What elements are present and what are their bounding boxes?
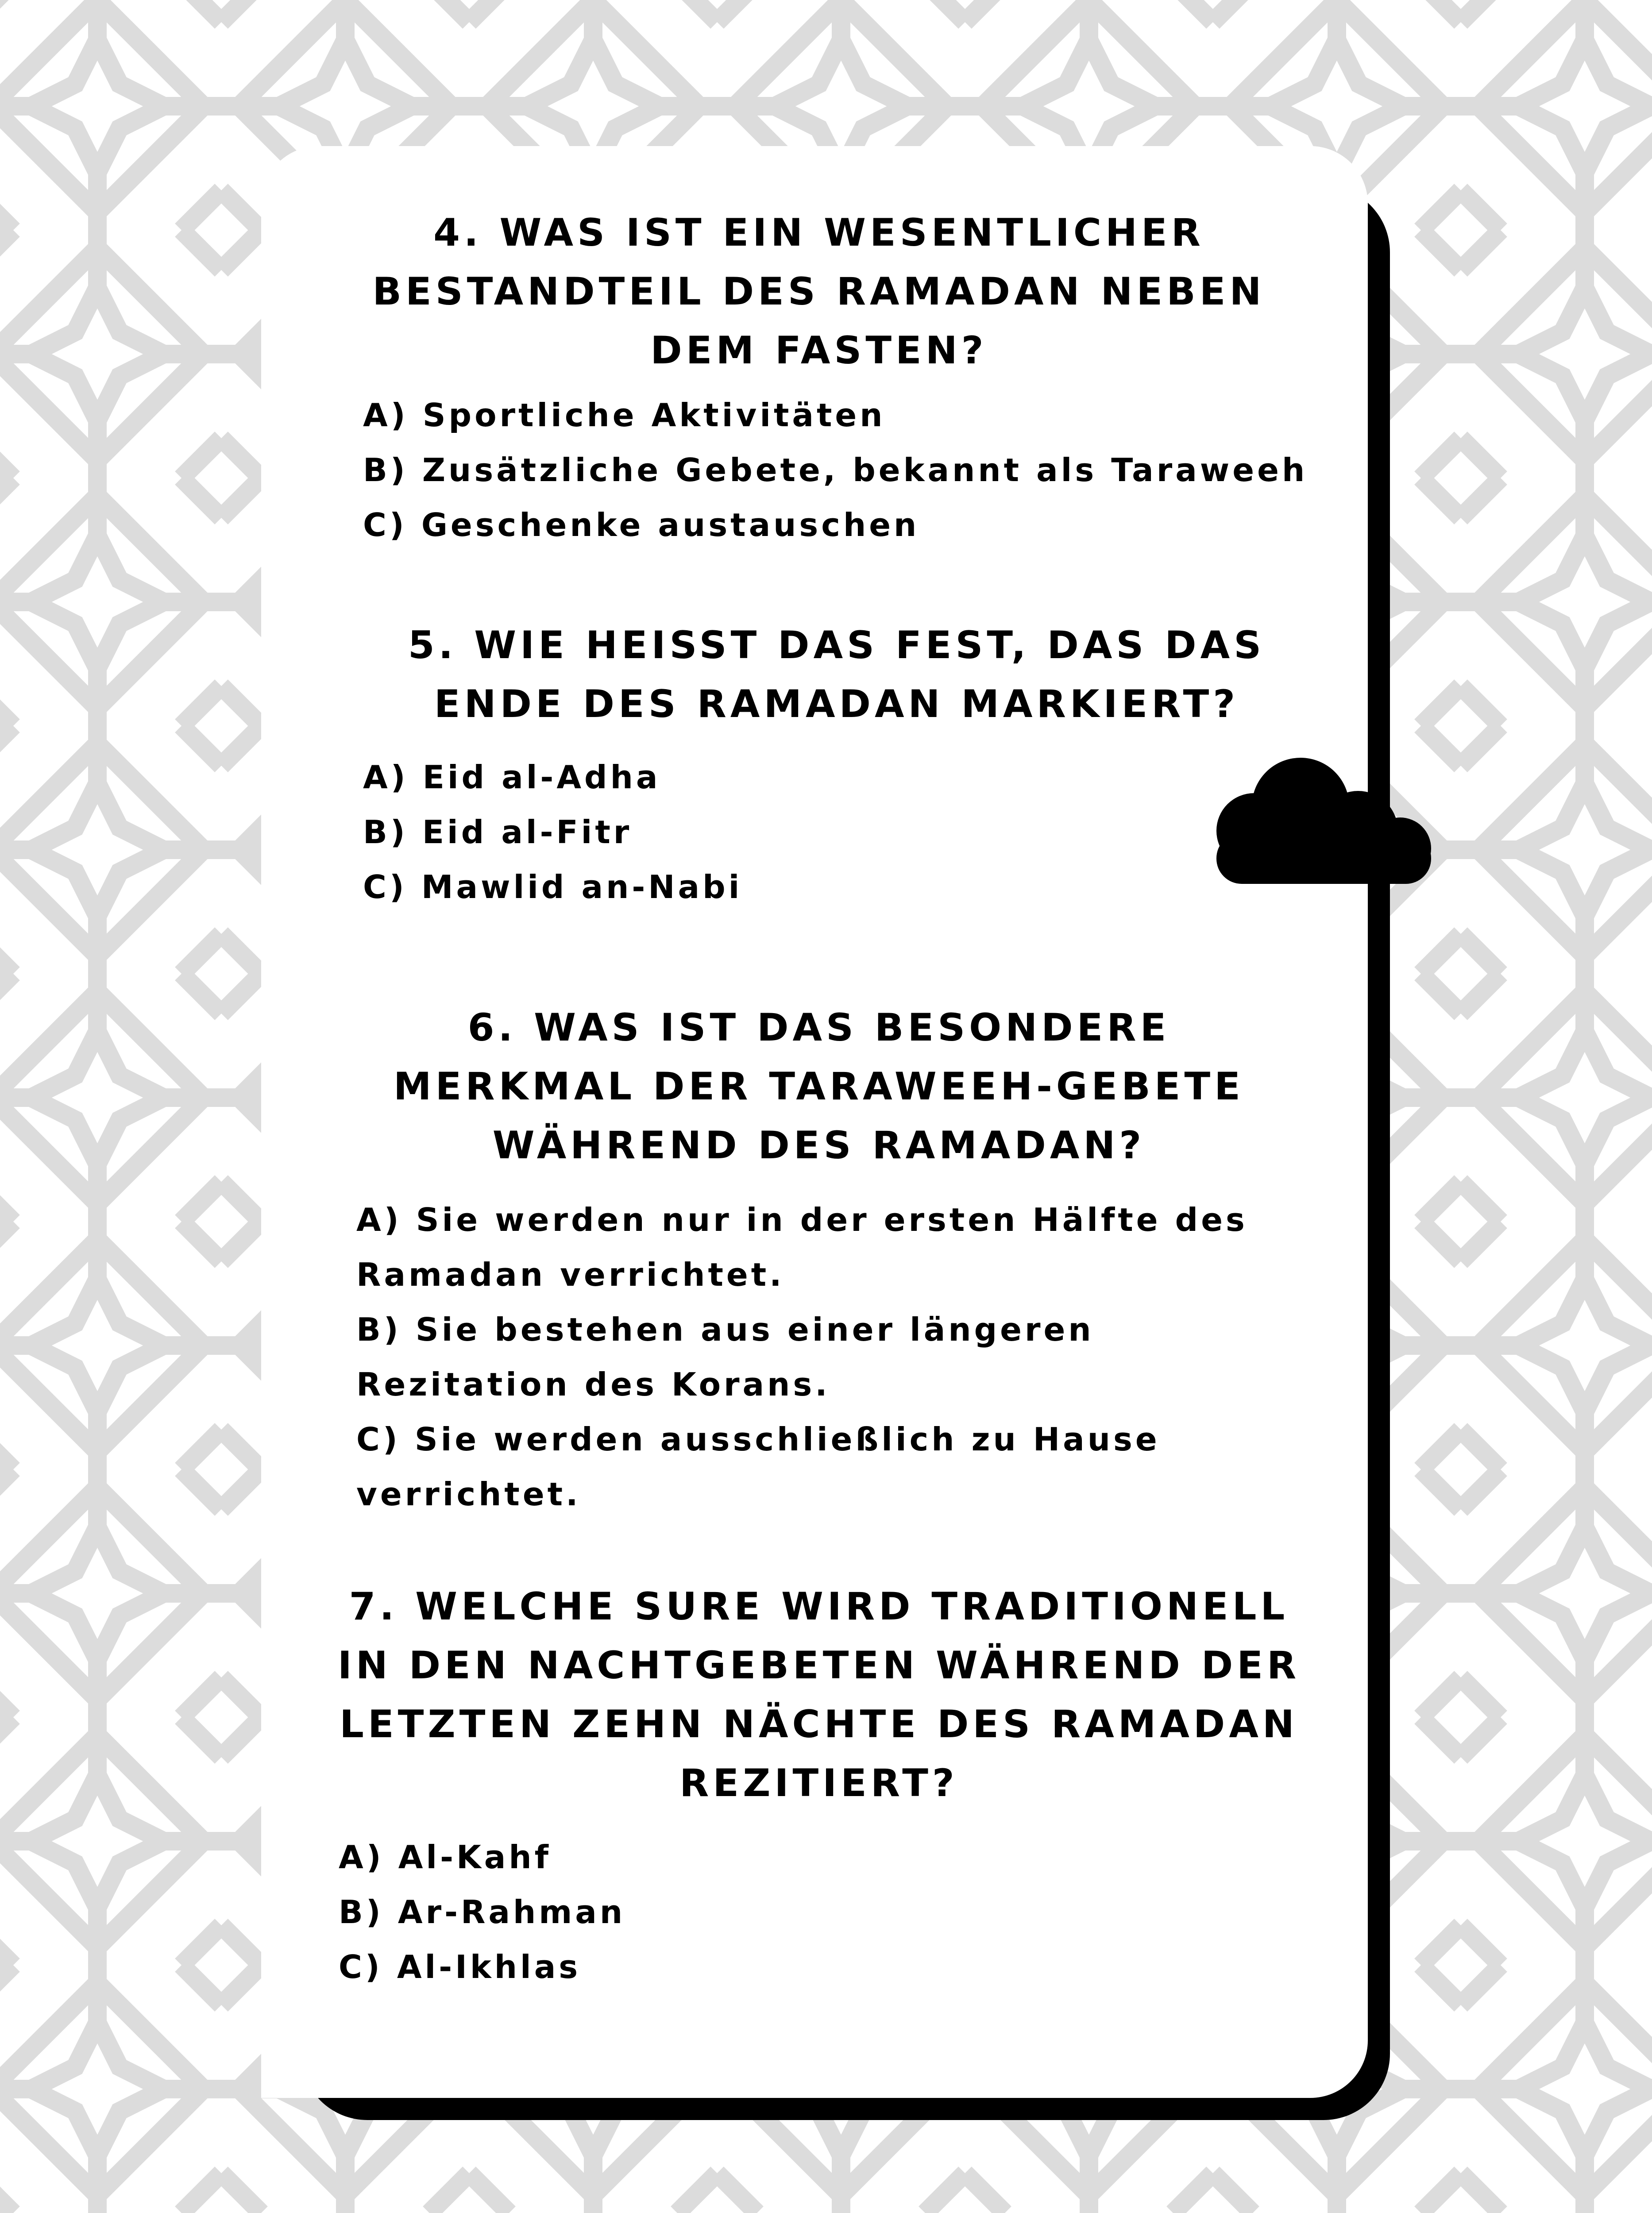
question-7-answers <box>339 1830 625 1994</box>
answer-option: B) Zusätzliche Gebete, bekannt als Taraweeh <box>363 451 1308 489</box>
cloud-icon <box>1212 758 1438 886</box>
question-7-title: 7. WELCHE SURE WIRD TRADITIONELL IN DEN NACHTGEBETEN WÄHREND DER LETZTEN ZEHN NÄCHTE DES RAMADAN REZITIERT? <box>337 1585 1301 1805</box>
answer-option: A) Eid al-Adha <box>363 759 661 796</box>
answer-option: A) Sie werden nur in der ersten Hälfte des Ramadan verrichtet. <box>356 1201 1248 1293</box>
answer-option: C) Al-Ikhlas <box>339 1948 581 1986</box>
answer-option: A) Sportliche Aktivitäten <box>363 397 886 434</box>
answer-option: C) Geschenke austauschen <box>363 506 920 544</box>
answer-option: C) Mawlid an-Nabi <box>363 868 743 906</box>
answer-option: B) Ar-Rahman <box>339 1893 626 1931</box>
question-4-title: 4. WAS IST EIN WESENTLICHER BESTANDTEIL DES RAMADAN NEBEN DEM FASTEN? <box>372 211 1266 373</box>
question-5-answers <box>363 750 742 914</box>
answer-option: B) Eid al-Fitr <box>363 813 633 851</box>
answer-option: A) Al-Kahf <box>339 1839 552 1876</box>
answer-option: B) Sie bestehen aus einer längeren Rezitation des Korans. <box>356 1311 1094 1403</box>
question-6-title: 6. WAS IST DAS BESONDERE MERKMAL DER TARAWEEH-GEBETE WÄHREND DES RAMADAN? <box>394 1006 1244 1168</box>
question-5-title: 5. WIE HEISST DAS FEST, DAS DAS ENDE DES RAMADAN MARKIERT? <box>408 623 1266 726</box>
question-4-answers <box>363 388 1308 552</box>
answer-option: C) Sie werden ausschließlich zu Hause verrichtet. <box>356 1421 1160 1513</box>
question-6-answers <box>356 1192 1286 1522</box>
